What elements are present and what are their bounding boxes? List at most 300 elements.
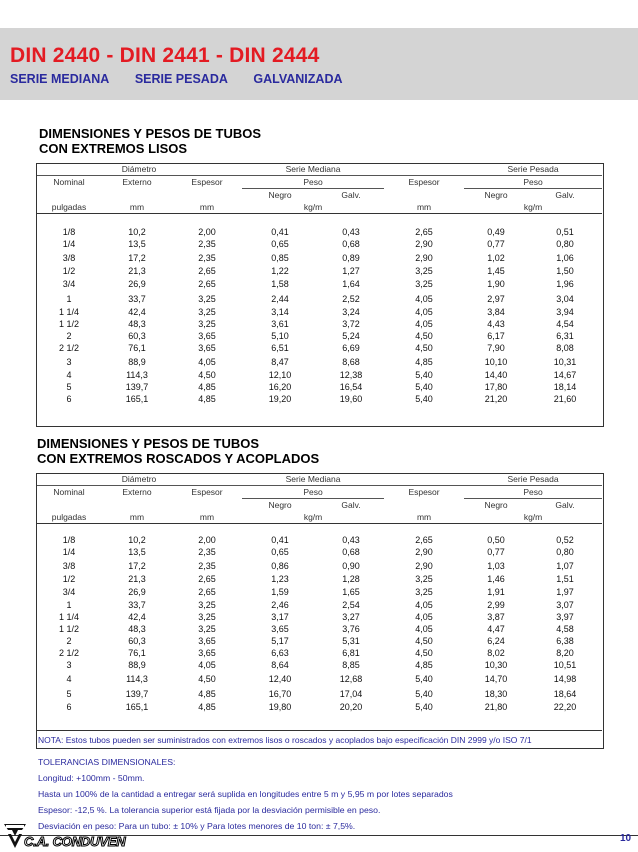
table-cell: 5,40 (415, 688, 433, 699)
table-cell: 3,65 (198, 648, 216, 658)
table-cell: 13,5 (128, 547, 146, 557)
table-cell: 3/4 (62, 279, 76, 289)
section2-title-line2: CON EXTREMOS ROSCADOS Y ACOPLADOS (37, 451, 320, 466)
table-cell: 2,35 (198, 547, 216, 557)
table-cell: 1/2 (62, 574, 76, 584)
table-cell: 2,65 (415, 227, 433, 237)
table-cell: 8,02 (487, 648, 505, 658)
table-cell: 1 1/2 (58, 624, 80, 634)
table-cell: 16,20 (268, 382, 292, 392)
table-cell: 1,91 (487, 587, 505, 597)
note-text: NOTA: Estos tubos pueden ser suministrados con extremos lisos o roscados y acoplados bajo especificación DIN 2999 y/o ISO 7/1 (38, 735, 532, 745)
table-cell: 165,1 (125, 702, 149, 712)
col-diametro: Diámetro (36, 163, 242, 176)
table-cell: 60,3 (128, 331, 146, 341)
table-cell: 2,46 (271, 600, 289, 610)
table-cell: 3,72 (342, 319, 360, 329)
table-cell: 3 (66, 660, 72, 670)
col-peso-pesada-2: Peso (464, 486, 602, 499)
table-cell: 5,17 (271, 636, 289, 646)
table-cell: 2,35 (198, 560, 216, 571)
table-cell: 5,40 (415, 394, 433, 404)
table-cell: 8,68 (342, 356, 360, 367)
section1-title-line1: DIMENSIONES Y PESOS DE TUBOS (39, 126, 262, 141)
table-cell: 6,51 (271, 343, 289, 353)
table-cell: 6,24 (487, 636, 505, 646)
table-cell: 2 (66, 331, 72, 341)
tolerances-block (38, 754, 453, 834)
unit-pulgadas: pulgadas (51, 202, 87, 212)
table-cell: 3,61 (271, 319, 289, 329)
table-cell: 1,90 (487, 279, 505, 289)
table-extremos-lisos-body (36, 226, 602, 405)
table-cell: 2 (66, 636, 72, 646)
table-cell: 5,31 (342, 636, 360, 646)
table-cell: 2,00 (198, 535, 216, 545)
table-cell: 0,77 (487, 547, 505, 557)
unit-kgm-pesada-2: kg/m (523, 512, 543, 522)
col-negro-pesada-2: Negro (484, 500, 508, 510)
table-row (36, 573, 602, 585)
col-espesor-pesada: Espesor (408, 177, 440, 188)
table-cell: 3,17 (271, 612, 289, 622)
table-cell: 6 (66, 394, 72, 404)
table-row (36, 671, 602, 686)
table-cell: 1/8 (62, 535, 76, 545)
table-cell: 1,23 (271, 574, 289, 584)
table-row (36, 226, 602, 238)
table-cell: 3,84 (487, 307, 505, 317)
table-cell: 2,90 (415, 560, 433, 571)
col-serie-mediana: Serie Mediana (242, 163, 384, 176)
table-cell: 17,80 (484, 382, 508, 392)
table-cell: 1 (66, 293, 72, 304)
table-cell: 5,40 (415, 382, 433, 392)
table-row (36, 381, 602, 393)
table-cell: 76,1 (128, 343, 146, 353)
table-cell: 139,7 (125, 688, 149, 699)
table-cell: 4,05 (415, 293, 433, 304)
table-cell: 21,60 (553, 394, 577, 404)
table-row (36, 393, 602, 405)
table-cell: 26,9 (128, 279, 146, 289)
table-cell: 3,87 (487, 612, 505, 622)
table-cell: 0,65 (271, 547, 289, 557)
table-cell: 76,1 (128, 648, 146, 658)
table-cell: 0,80 (556, 547, 574, 557)
table-cell: 19,60 (339, 394, 363, 404)
brand-name: C.A. CONDUVEN (24, 834, 126, 849)
table-cell: 14,40 (484, 370, 508, 380)
col-serie-pesada: Serie Pesada (464, 163, 602, 176)
table-row (36, 558, 602, 573)
table-extremos-roscados-body (36, 534, 602, 713)
table-cell: 10,2 (128, 535, 146, 545)
table-cell: 4,85 (415, 660, 433, 670)
table-cell: 2,99 (487, 600, 505, 610)
table-cell: 21,3 (128, 574, 146, 584)
table-cell: 3,25 (198, 600, 216, 610)
table-cell: 3,04 (556, 293, 574, 304)
table-cell: 0,43 (342, 535, 360, 545)
table-cell: 8,08 (556, 343, 574, 353)
table-cell: 0,52 (556, 535, 574, 545)
table-cell: 0,89 (342, 252, 360, 263)
table-cell: 19,20 (268, 394, 292, 404)
table-cell: 12,68 (339, 673, 363, 684)
table-cell: 3,65 (198, 343, 216, 353)
table-cell: 17,04 (339, 688, 363, 699)
table-cell: 2,44 (271, 293, 289, 304)
table-cell: 4,05 (415, 612, 433, 622)
table-cell: 139,7 (125, 382, 149, 392)
col-peso-mediana-2: Peso (242, 486, 384, 499)
subtitle-serie-pesada: SERIE PESADA (134, 72, 228, 86)
table-cell: 0,85 (271, 252, 289, 263)
table-row (36, 277, 602, 291)
table-cell: 0,90 (342, 560, 360, 571)
table-row (36, 265, 602, 277)
table-cell: 6,31 (556, 331, 574, 341)
table-row (36, 318, 602, 330)
table-cell: 1,51 (556, 574, 574, 584)
table-cell: 4,50 (415, 648, 433, 658)
table-cell: 4,50 (415, 343, 433, 353)
table-cell: 6,38 (556, 636, 574, 646)
tolerance-thickness: Espesor: -12,5 %. La tolerancia superior está fijada por la desviación permisible en peso. (38, 805, 381, 815)
table-cell: 0,77 (487, 239, 505, 249)
table-row (36, 635, 602, 647)
unit-pulgadas-2: pulgadas (51, 512, 87, 522)
note-divider (36, 730, 602, 731)
table-cell: 2,35 (198, 252, 216, 263)
table-cell: 17,2 (128, 560, 146, 571)
subtitle-row (10, 72, 365, 86)
col-galv: Galv. (341, 190, 361, 200)
table-cell: 4,50 (415, 331, 433, 341)
table-row (36, 238, 602, 250)
table-cell: 2,65 (198, 574, 216, 584)
table-cell: 5,40 (415, 702, 433, 712)
table-cell: 4,85 (198, 688, 216, 699)
section1-title (39, 126, 261, 156)
table-cell: 1,07 (556, 560, 574, 571)
table-cell: 2,90 (415, 547, 433, 557)
table-cell: 4,58 (556, 624, 574, 634)
tolerance-length: Longitud: +100mm - 50mm. (38, 773, 145, 783)
table-cell: 3/8 (62, 560, 76, 571)
table-cell: 10,51 (553, 660, 577, 670)
table-cell: 0,65 (271, 239, 289, 249)
table-cell: 2,65 (198, 587, 216, 597)
table-cell: 19,80 (268, 702, 292, 712)
col-espesor-2: Espesor (191, 487, 223, 498)
table-cell: 10,30 (484, 660, 508, 670)
table-cell: 4,05 (415, 624, 433, 634)
table-cell: 1,59 (271, 587, 289, 597)
table-cell: 6,81 (342, 648, 360, 658)
col-externo-2: Externo (122, 487, 152, 498)
tolerances-title: TOLERANCIAS DIMENSIONALES: (38, 757, 176, 767)
table-cell: 1,28 (342, 574, 360, 584)
table-cell: 1 1/4 (58, 612, 80, 622)
table-cell: 13,5 (128, 239, 146, 249)
subtitle-galvanizada: GALVANIZADA (253, 72, 343, 86)
table-cell: 12,38 (339, 370, 363, 380)
table-row (36, 701, 602, 713)
table-cell: 2,97 (487, 293, 505, 304)
table-row (36, 585, 602, 599)
header-band (0, 28, 638, 100)
table-cell: 2,90 (415, 252, 433, 263)
table-cell: 21,3 (128, 266, 146, 276)
table-cell: 1,58 (271, 279, 289, 289)
table-cell: 3,14 (271, 307, 289, 317)
col-nominal-2: Nominal (53, 487, 85, 498)
document-title: DIN 2440 - DIN 2441 - DIN 2444 (10, 44, 320, 67)
table-cell: 4,47 (487, 624, 505, 634)
table-cell: 16,54 (339, 382, 363, 392)
tolerance-supply: Hasta un 100% de la cantidad a entregar será suplida en longitudes entre 5 m y 5,95 m por lotes separados (38, 789, 453, 799)
table-cell: 60,3 (128, 636, 146, 646)
col-serie-mediana-2: Serie Mediana (242, 473, 384, 486)
table-row (36, 291, 602, 306)
table-cell: 0,41 (271, 535, 289, 545)
table-cell: 4,85 (198, 702, 216, 712)
table-cell: 3,25 (415, 279, 433, 289)
table-cell: 10,31 (553, 356, 577, 367)
table-cell: 8,20 (556, 648, 574, 658)
tolerance-weight: Desviación en peso: Para un tubo: ± 10% y Para lotes menores de 10 ton: ± 7,5%. (38, 821, 356, 831)
col-externo: Externo (122, 177, 152, 188)
page-number: 10 (620, 833, 632, 844)
table-cell: 14,98 (553, 673, 577, 684)
table-cell: 3/8 (62, 252, 76, 263)
table-cell: 2,52 (342, 293, 360, 304)
table-cell: 21,80 (484, 702, 508, 712)
table-cell: 7,90 (487, 343, 505, 353)
col-espesor: Espesor (191, 177, 223, 188)
table-cell: 88,9 (128, 356, 146, 367)
table-cell: 2,90 (415, 239, 433, 249)
table-cell: 18,14 (553, 382, 577, 392)
table-cell: 5,10 (271, 331, 289, 341)
table-cell: 3,65 (198, 636, 216, 646)
col-galv-pesada: Galv. (555, 190, 575, 200)
table-cell: 2 1/2 (58, 648, 80, 658)
table-cell: 8,47 (271, 356, 289, 367)
table-cell: 114,3 (126, 370, 148, 380)
table-cell: 4,50 (198, 673, 216, 684)
table-cell: 4 (66, 673, 72, 684)
table-cell: 3,25 (415, 587, 433, 597)
table-cell: 1,97 (556, 587, 574, 597)
col-peso-mediana: Peso (242, 176, 384, 189)
table-cell: 26,9 (128, 587, 146, 597)
table-cell: 1,65 (342, 587, 360, 597)
table-cell: 0,80 (556, 239, 574, 249)
col-espesor-pesada-2: Espesor (408, 487, 440, 498)
table-cell: 3,25 (415, 266, 433, 276)
table-cell: 4,05 (415, 319, 433, 329)
table-cell: 1,96 (556, 279, 574, 289)
table-row (36, 306, 602, 318)
table-cell: 165,1 (125, 394, 149, 404)
table-cell: 8,64 (271, 660, 289, 670)
table-cell: 8,85 (342, 660, 360, 670)
unit-mm-espesor: mm (199, 202, 215, 212)
table-cell: 1/4 (62, 547, 76, 557)
table-cell: 20,20 (339, 702, 363, 712)
table-cell: 3,25 (198, 624, 216, 634)
table-cell: 4,43 (487, 319, 505, 329)
table-cell: 0,49 (487, 227, 505, 237)
table-cell: 5,40 (415, 673, 433, 684)
unit-mm-externo: mm (129, 202, 145, 212)
section1-title-line2: CON EXTREMOS LISOS (39, 141, 188, 156)
table-cell: 33,7 (128, 293, 146, 304)
table-cell: 3,25 (198, 307, 216, 317)
unit-mm-espesor-pesada: mm (416, 202, 432, 212)
table-row (36, 534, 602, 546)
col-peso-pesada: Peso (464, 176, 602, 189)
table-cell: 1 1/4 (58, 307, 80, 317)
unit-kgm-mediana: kg/m (303, 202, 323, 212)
col-galv-pesada-2: Galv. (555, 500, 575, 510)
table-cell: 1,45 (487, 266, 505, 276)
table-cell: 5,40 (415, 370, 433, 380)
table-cell: 2,65 (198, 266, 216, 276)
table-cell: 42,4 (128, 612, 146, 622)
table-row (36, 342, 602, 354)
table-cell: 3 (66, 356, 72, 367)
table-row (36, 354, 602, 369)
table-row (36, 623, 602, 635)
unit-kgm-mediana-2: kg/m (303, 512, 323, 522)
table-cell: 10,2 (128, 227, 146, 237)
table-cell: 1,03 (487, 560, 505, 571)
col-negro-2: Negro (268, 500, 292, 510)
table-cell: 12,40 (268, 673, 292, 684)
table-cell: 1/2 (62, 266, 76, 276)
table-cell: 0,41 (271, 227, 289, 237)
subtitle-serie-mediana: SERIE MEDIANA (10, 72, 110, 86)
section2-title (37, 436, 319, 466)
table-cell: 4,85 (198, 382, 216, 392)
table-cell: 6 (66, 702, 72, 712)
table-cell: 1,06 (556, 252, 574, 263)
table-cell: 2,35 (198, 239, 216, 249)
table-cell: 3,65 (271, 624, 289, 634)
table-cell: 1 1/2 (58, 319, 80, 329)
table-cell: 2,54 (342, 600, 360, 610)
table-cell: 16,70 (268, 688, 292, 699)
table-cell: 5 (66, 382, 72, 392)
table-row (36, 686, 602, 701)
table-cell: 6,69 (342, 343, 360, 353)
table-cell: 4 (66, 370, 72, 380)
table-row (36, 647, 602, 659)
table-cell: 1/8 (62, 227, 76, 237)
table-cell: 3,24 (342, 307, 360, 317)
table-cell: 3,76 (342, 624, 360, 634)
table-cell: 14,67 (553, 370, 577, 380)
table-cell: 1 (66, 600, 72, 610)
table-cell: 4,05 (198, 660, 216, 670)
table-cell: 3,25 (198, 612, 216, 622)
table-cell: 3,27 (342, 612, 360, 622)
table-cell: 4,54 (556, 319, 574, 329)
table-cell: 0,86 (271, 560, 289, 571)
table-cell: 3,94 (556, 307, 574, 317)
table-cell: 48,3 (128, 624, 146, 634)
table-cell: 0,50 (487, 535, 505, 545)
table-cell: 48,3 (128, 319, 146, 329)
unit-mm-espesor-2: mm (199, 512, 215, 522)
unit-kgm-pesada: kg/m (523, 202, 543, 212)
table-row (36, 250, 602, 265)
table-cell: 3,25 (415, 574, 433, 584)
table-cell: 33,7 (128, 600, 146, 610)
table-row (36, 330, 602, 342)
table-cell: 0,43 (342, 227, 360, 237)
table-cell: 42,4 (128, 307, 146, 317)
col-nominal: Nominal (53, 177, 85, 188)
table-cell: 4,50 (415, 636, 433, 646)
table-cell: 1,02 (487, 252, 505, 263)
table-cell: 3,25 (198, 319, 216, 329)
table-cell: 1,22 (271, 266, 289, 276)
table-cell: 14,70 (484, 673, 508, 684)
unit-mm-externo-2: mm (129, 512, 145, 522)
table-cell: 3/4 (62, 587, 76, 597)
table-cell: 1,46 (487, 574, 505, 584)
table-cell: 5,24 (342, 331, 360, 341)
table-cell: 18,30 (484, 688, 508, 699)
table-cell: 3,97 (556, 612, 574, 622)
table-cell: 2 1/2 (58, 343, 80, 353)
table-cell: 10,10 (484, 356, 508, 367)
table-cell: 0,68 (342, 239, 360, 249)
table-row (36, 546, 602, 558)
table-cell: 4,85 (198, 394, 216, 404)
table-cell: 88,9 (128, 660, 146, 670)
table-row (36, 659, 602, 671)
table-cell: 2,65 (415, 535, 433, 545)
col-galv-2: Galv. (341, 500, 361, 510)
table-cell: 3,65 (198, 331, 216, 341)
table-cell: 1,27 (342, 266, 360, 276)
table-cell: 17,2 (128, 252, 146, 263)
table-cell: 18,64 (553, 688, 577, 699)
table-row (36, 611, 602, 623)
table-cell: 21,20 (484, 394, 508, 404)
table-cell: 1,64 (342, 279, 360, 289)
col-negro-pesada: Negro (484, 190, 508, 200)
col-diametro-2: Diámetro (36, 473, 242, 486)
table-cell: 4,05 (415, 307, 433, 317)
table-cell: 3,25 (198, 293, 216, 304)
table-row (36, 369, 602, 381)
table-cell: 114,3 (126, 673, 148, 684)
table-row (36, 599, 602, 611)
table-cell: 4,85 (415, 356, 433, 367)
table-cell: 3,07 (556, 600, 574, 610)
col-serie-pesada-2: Serie Pesada (464, 473, 602, 486)
table-cell: 2,65 (198, 279, 216, 289)
table-cell: 0,68 (342, 547, 360, 557)
table-cell: 1,50 (556, 266, 574, 276)
